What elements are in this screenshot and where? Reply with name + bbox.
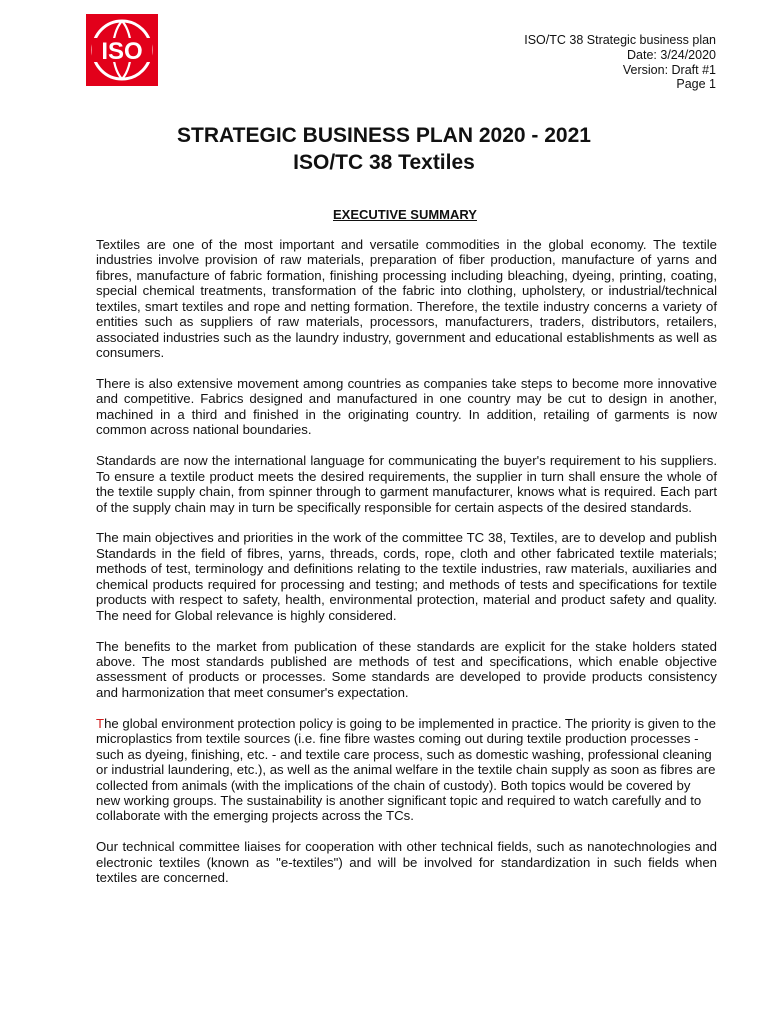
paragraph-liaisons: Our technical committee liaises for cooperation with other technical fields, such as nanotechnologies and electronic textiles (known as "e-textiles") and will be involved for standardization in such fields when textiles are concerned. — [96, 839, 717, 886]
paragraph-market-benefits: The benefits to the market from publication of these standards are explicit for the stake holders stated above. The most standards published are methods of test and specifications, which enable objective assessment of products or processes. Some standards are developed to provide products consistency and harmonization that meet consumer's expectation. — [96, 638, 717, 700]
title-line-1: STRATEGIC BUSINESS PLAN 2020 - 2021 — [177, 124, 591, 147]
iso-logo — [86, 14, 158, 86]
paragraph-environment-policy — [96, 716, 717, 824]
executive-summary-heading: EXECUTIVE SUMMARY — [333, 207, 477, 222]
paragraph-objectives: The main objectives and priorities in the work of the committee TC 38, Textiles, are to develop and publish Standards in the field of fibres, yarns, threads, cords, rope, cloth and other fabricated textile materials; methods of test, terminology and definitions relating to the textile industries, raw materials, auxiliaries and chemical products required for processing and testing; and methods of tests and specifications for textile products with respect to safety, health, environmental protection, material and product safety and quality. The need for Global relevance is highly considered. — [96, 530, 717, 623]
title-line-2: ISO/TC 38 Textiles — [293, 151, 475, 174]
header-version: Version: Draft #1 — [622, 62, 716, 77]
iso-logo-icon — [86, 14, 158, 86]
paragraph-standards-language: Standards are now the international language for communicating the buyer's requirement to his suppliers. To ensure a textile product meets the desired requirements, the supplier in turn shall ensure the whole of the textile supply chain, from spinner through to garment manufacturer, knows what is required. Each part of the supply chain may in turn be specifically responsible for certain aspects of the desired standards. — [96, 453, 717, 515]
svg-text:ISO: ISO — [101, 38, 143, 65]
document-title — [0, 122, 768, 176]
document-body — [96, 237, 717, 901]
paragraph-environment-policy-text: he global environment protection policy is going to be implemented in practice. The priority is given to the microplastics from textile sources (i.e. fine fibre wastes coming out during textile production processes - such as dyeing, finishing, etc. - and textile care process, such as domestic washing, professional cleaning or industrial laundering, etc.), as well as the animal welfare in the textile chain supply as soon as fibres are collected from animals (with the implications of the chain of custody). Both topics would be covered by new working groups. The sustainability is another significant topic and required to watch carefully and to collaborate with the emerging projects across the TCs. — [96, 715, 716, 824]
document-header — [524, 33, 716, 92]
red-initial-letter: T — [96, 715, 105, 731]
paragraph-international-movement: There is also extensive movement among countries as companies take steps to become more innovative and competitive. Fabrics designed and manufactured in one country may be cut to design in another, machined in a third and finished in the originating country. In addition, retailing of garments is now common across national boundaries. — [96, 376, 717, 438]
header-date: Date: 3/24/2020 — [627, 47, 716, 62]
header-page-number: Page 1 — [676, 77, 716, 92]
paragraph-textiles-overview: Textiles are one of the most important and versatile commodities in the global economy. The textile industries involve provision of raw materials, preparation of fiber production, manufacture of yarns and fibres, manufacture of fabric formation, finishing processing including bleaching, dyeing, printing, coating, special chemical treatments, transformation of the fabric into clothing, upholstery, or industrial/technical textiles, smart textiles and rope and netting formation. Therefore, the textile industry concerns a variety of entities such as suppliers of raw materials, processors, manufacturers, traders, distributors, retailers, associated industries such as the laundry industry, government and educational establishments as well as consumers. — [96, 237, 717, 361]
header-doc-title: ISO/TC 38 Strategic business plan — [524, 33, 716, 47]
